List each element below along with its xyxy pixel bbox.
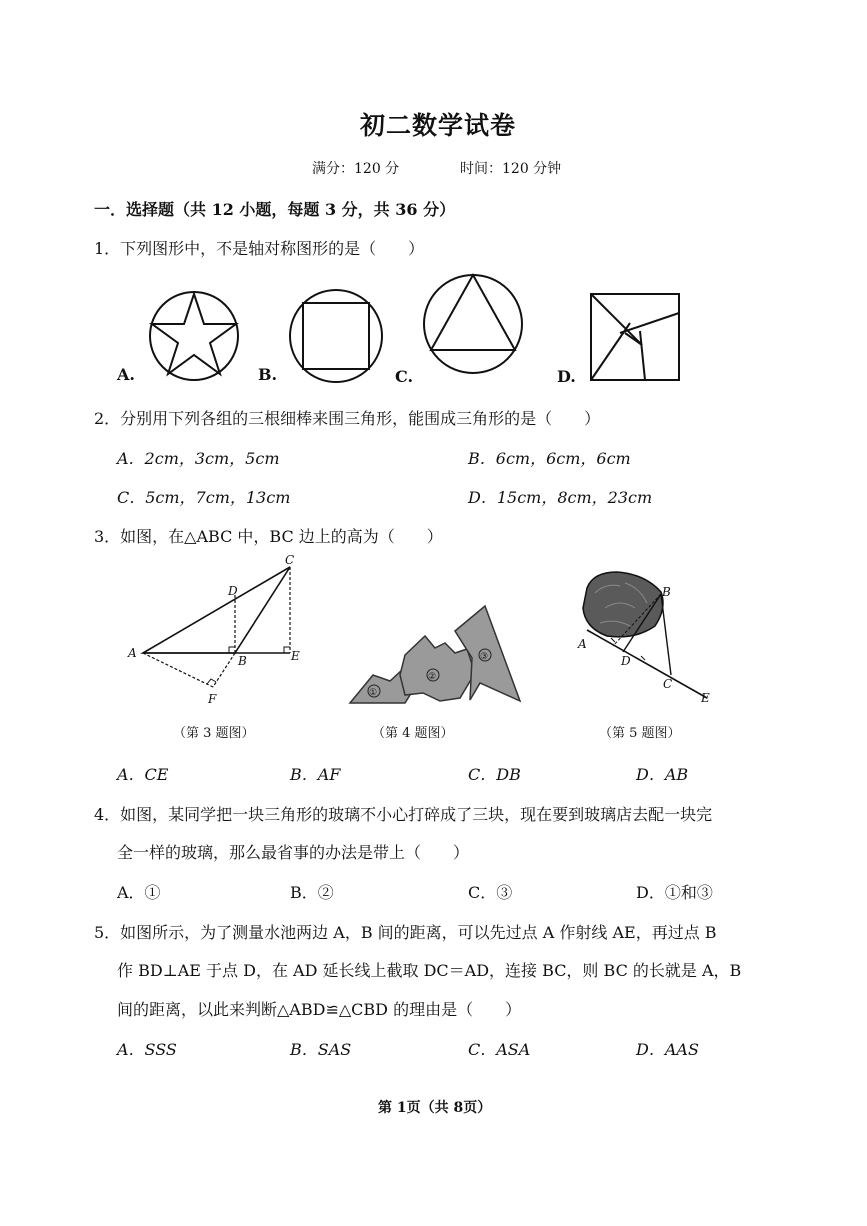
q5-option-d[interactable]: D．AAS xyxy=(636,1040,699,1059)
question-1-stem: 1．下列图形中，不是轴对称图形的是（ ） xyxy=(94,239,425,258)
q4-option-b[interactable]: B．② xyxy=(290,883,334,902)
q3-option-b[interactable]: B．AF xyxy=(290,765,341,784)
q3-option-c[interactable]: C．DB xyxy=(468,765,521,784)
fig3-label-e: E xyxy=(291,649,300,663)
q4-option-c[interactable]: C．③ xyxy=(468,883,513,902)
q4-option-a[interactable]: A．① xyxy=(117,883,161,902)
fig5-label-e: E xyxy=(701,691,710,705)
q4-option-d[interactable]: D．①和③ xyxy=(636,883,713,902)
q5-option-b[interactable]: B．SAS xyxy=(290,1040,352,1059)
fig3-label-b: B xyxy=(238,654,247,668)
fig5-label-a: A xyxy=(578,637,587,651)
q1-figure-star-in-circle xyxy=(148,290,240,382)
fig5-label-b: B xyxy=(662,585,671,599)
fig3-label-f: F xyxy=(208,692,217,706)
figure-3-triangle xyxy=(125,555,315,705)
figure-4-broken-glass xyxy=(345,603,525,708)
full-score: 满分：120 分 xyxy=(312,161,400,177)
q2-option-a[interactable]: A．2cm，3cm，5cm xyxy=(117,449,280,468)
fig4-piece-1: ① xyxy=(369,688,378,698)
question-2-stem: 2．分别用下列各组的三根细棒来围三角形，能围成三角形的是（ ） xyxy=(94,409,601,428)
q2-option-c[interactable]: C．5cm，7cm，13cm xyxy=(117,488,291,507)
figure-5-pond xyxy=(575,568,725,713)
q5-option-c[interactable]: C．ASA xyxy=(468,1040,531,1059)
q1-option-c[interactable]: C. xyxy=(395,367,414,386)
q3-option-a[interactable]: A．CE xyxy=(117,765,169,784)
q3-option-d[interactable]: D．AB xyxy=(636,765,689,784)
fig4-piece-3: ③ xyxy=(480,652,489,662)
q2-option-b[interactable]: B．6cm，6cm，6cm xyxy=(468,449,631,468)
q5-option-a[interactable]: A．SSS xyxy=(117,1040,177,1059)
q2-option-d[interactable]: D．15cm，8cm，23cm xyxy=(468,488,653,507)
fig4-piece-2: ② xyxy=(428,672,437,682)
fig3-label-a: A xyxy=(128,646,137,660)
question-3-stem: 3．如图，在△ABC 中，BC 边上的高为（ ） xyxy=(94,527,443,546)
q1-option-b[interactable]: B. xyxy=(258,365,278,384)
question-4-stem-line-1: 4．如图，某同学把一块三角形的玻璃不小心打碎成了三块，现在要到玻璃店去配一块完 xyxy=(94,805,713,824)
q1-figure-square-in-circle xyxy=(288,288,384,384)
time-limit: 时间：120 分钟 xyxy=(460,161,562,177)
q1-option-d[interactable]: D. xyxy=(557,367,576,386)
fig3-label-c: C xyxy=(285,553,295,567)
q1-figure-pinwheel-square xyxy=(590,293,680,381)
fig3-label-d: D xyxy=(228,584,238,598)
question-5-stem-line-2: 作 BD⊥AE 于点 D，在 AD 延长线上截取 DC＝AD，连接 BC，则 BC 的长就是 A，B xyxy=(117,961,742,980)
question-4-stem-line-2: 全一样的玻璃，那么最省事的办法是带上（ ） xyxy=(117,843,470,862)
q1-option-a[interactable]: A. xyxy=(117,365,135,384)
figure-4-caption: （第 4 题图） xyxy=(372,726,454,741)
fig5-label-d: D xyxy=(621,654,631,668)
figure-3-caption: （第 3 题图） xyxy=(173,726,255,741)
question-5-stem-line-3: 间的距离，以此来判断△ABD≌△CBD 的理由是（ ） xyxy=(117,1000,522,1019)
page-title: 初二数学试卷 xyxy=(360,111,517,140)
page-footer: 第 1页（共 8页） xyxy=(378,1100,492,1116)
figure-5-caption: （第 5 题图） xyxy=(599,726,681,741)
q1-figure-triangle-in-circle xyxy=(423,272,523,376)
fig5-label-c: C xyxy=(663,677,673,691)
question-5-stem-line-1: 5．如图所示，为了测量水池两边 A，B 间的距离，可以先过点 A 作射线 AE，再过点 B xyxy=(94,923,717,942)
section-heading: 一．选择题（共 12 小题，每题 3 分，共 36 分） xyxy=(94,200,456,219)
